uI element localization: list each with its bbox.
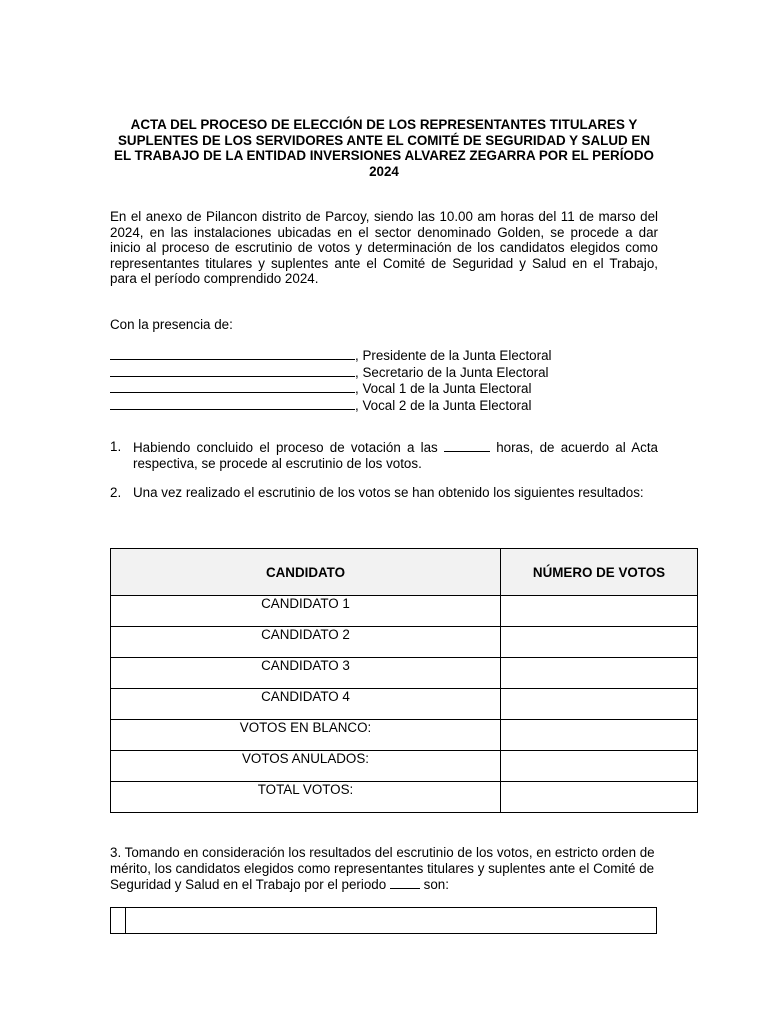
table-row [111, 751, 698, 782]
header-candidate: CANDIDATO [111, 549, 501, 596]
votes-cell [501, 751, 698, 782]
candidate-cell: CANDIDATO 2 [111, 627, 501, 658]
list-item-2: 2. Una vez realizado el escrutinio de los votos se han obtenido los siguientes resultados: [110, 485, 644, 500]
paragraph-3: 3. Tomando en consideración los resultados del escrutinio de los votos, en estricto orden de mérito, los candidatos elegidos como representantes titulares y suplentes ante el Comité de Seguridad y Salud en el Trabajo por el periodo son: [110, 845, 655, 892]
candidate-cell: VOTOS EN BLANCO: [111, 720, 501, 751]
votes-cell [501, 658, 698, 689]
votes-cell [501, 689, 698, 720]
signature-blank [110, 380, 355, 393]
candidate-cell: TOTAL VOTOS: [111, 782, 501, 813]
table-header-row [111, 549, 698, 596]
item-number: 2. [110, 485, 122, 500]
table-row [111, 658, 698, 689]
hours-blank [444, 439, 490, 452]
table-row [111, 627, 698, 658]
votes-cell [501, 627, 698, 658]
table-row [111, 689, 698, 720]
signature-blank [110, 347, 355, 360]
votes-cell [501, 596, 698, 627]
box-index-cell [111, 908, 126, 933]
item-number: 1. [110, 439, 122, 454]
presence-label: Con la presencia de: [110, 317, 233, 332]
signature-blank [110, 397, 355, 410]
header-votes: NÚMERO DE VOTOS [501, 549, 698, 596]
signatory-vocal-2: , Vocal 2 de la Junta Electoral [110, 397, 552, 414]
document-title: ACTA DEL PROCESO DE ELECCIÓN DE LOS REPRESENTANTES TITULARES Y SUPLENTES DE LOS SERVIDORES ANTE EL COMITÉ DE SEGURIDAD Y SALUD EN EL TRABAJO DE LA ENTIDAD INVERSIONES ALVAREZ ZEGARRA POR EL PERÍODO 2024 [114, 117, 654, 179]
candidate-cell: CANDIDATO 3 [111, 658, 501, 689]
votes-cell [501, 720, 698, 751]
table-row [111, 596, 698, 627]
elected-candidates-box [110, 907, 657, 934]
intro-paragraph: En el anexo de Pilancon distrito de Parcoy, siendo las 10.00 am horas del 11 de marso del 2024, en las instalaciones ubicadas en el sector denominado Golden, se procede a dar inicio al proceso de escrutinio de votos y determinación de los candidatos elegidos como representantes titulares y suplentes ante el Comité de Seguridad y Salud en el Trabajo, para el período comprendido 2024. [110, 209, 658, 286]
results-table [110, 548, 698, 813]
period-blank [390, 876, 420, 889]
table-row [111, 782, 698, 813]
signatory-president: , Presidente de la Junta Electoral [110, 347, 552, 364]
candidate-cell: CANDIDATO 1 [111, 596, 501, 627]
list-item-1: 1. Habiendo concluido el proceso de votación a las horas, de acuerdo al Acta respectiva, se procede al escrutinio de los votos. [110, 439, 658, 471]
signatory-vocal-1: , Vocal 1 de la Junta Electoral [110, 380, 552, 397]
box-content-cell [126, 908, 656, 933]
table-row [111, 720, 698, 751]
votes-cell [501, 782, 698, 813]
candidate-cell: CANDIDATO 4 [111, 689, 501, 720]
signature-blank [110, 364, 355, 377]
signatory-list [110, 347, 552, 413]
signatory-secretary: , Secretario de la Junta Electoral [110, 364, 552, 381]
candidate-cell: VOTOS ANULADOS: [111, 751, 501, 782]
